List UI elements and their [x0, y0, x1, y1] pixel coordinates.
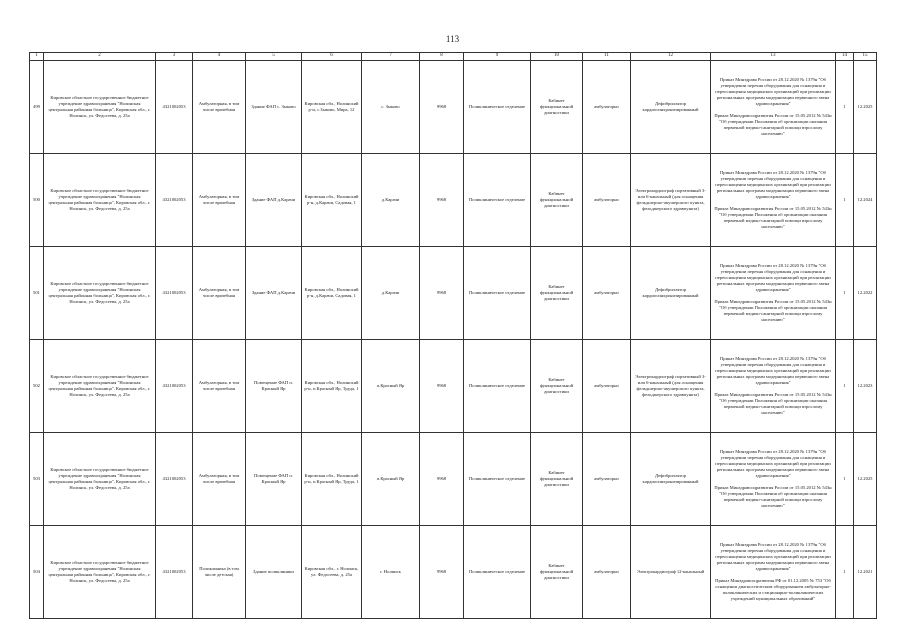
quantity-cell: 1 [836, 154, 854, 247]
column-header: 3 [156, 53, 193, 61]
quantity-cell: 1 [836, 526, 854, 619]
settlement-cell: д.Карачи [362, 247, 420, 340]
institution-cell: Кировское областное государственное бюджетное учреждение здравоохранения "Нолинская центральная районная больница", Кировская обл., г. Нолинск, ул. Федосеева, д. 25а [44, 61, 156, 154]
column-header: 4 [193, 53, 246, 61]
inn-cell: 4321002053 [156, 340, 193, 433]
column-header: 7 [362, 53, 420, 61]
building-cell: Здание поликлиники [246, 526, 302, 619]
inn-cell: 4321002053 [156, 433, 193, 526]
equipment-cell: Электрокардиограф портативный 3- или 6-канальный (для оснащения фельдшерско-акушерского пункта, фельдшерского здравпункта) [631, 340, 711, 433]
table-row [30, 154, 877, 247]
address-cell: Кировская обл., Нолинский р-н, д.Карачи, Садовая, 1 [302, 247, 362, 340]
equipment-cell: Дефибриллятор кардиосинхронизированный [631, 61, 711, 154]
address-cell: Кировская обл., Нолинский р-н, д.Карачи, Садовая, 1 [302, 154, 362, 247]
settlement-cell: г. Нолинск [362, 526, 420, 619]
column-header: 2 [44, 53, 156, 61]
quantity-cell: 1 [836, 433, 854, 526]
institution-cell: Кировское областное государственное бюджетное учреждение здравоохранения "Нолинская центральная районная больница", Кировская обл., г. Нолинск, ул. Федосеева, д. 25а [44, 247, 156, 340]
date-cell: 12.2022 [854, 247, 877, 340]
orders-cell: Приказ Минздрава России от 28.12.2020 № 1379н "Об утверждении перечня оборудования для оснащения и переоснащения медицинских организаций при реализации региональных программ модернизации первичного звена здравоохранения" Приказ Минздравсоцразвития России от 15.05.2012 № 543н "Об утверждении Положения об организации оказания первичной медико-санитарной помощи взрослому населению" [711, 154, 836, 247]
unit-cell: Поликлиническое отделение [464, 340, 531, 433]
care-type-cell: Амбулаторная, в том числе врачебная [193, 340, 246, 433]
date-cell: 12.2024 [854, 154, 877, 247]
orders-cell: Приказ Минздрава России от 28.12.2020 № 1379н "Об утверждении перечня оборудования для оснащения и переоснащения медицинских организаций при реализации региональных программ модернизации первичного звена здравоохранения" Приказ Минздравсоцразвития России от 15.05.2012 № 543н "Об утверждении Положения об организации оказания первичной медико-санитарной помощи взрослому населению" [711, 247, 836, 340]
row-number: 500 [30, 154, 44, 247]
room-cell: Кабинет функциональной диагностики [531, 247, 583, 340]
mode-cell: амбулаторно [583, 61, 631, 154]
room-cell: Кабинет функциональной диагностики [531, 433, 583, 526]
building-cell: Здание ФАП д.Карачи [246, 247, 302, 340]
column-header: 12 [631, 53, 711, 61]
population-cell: 9968 [420, 154, 464, 247]
room-cell: Кабинет функциональной диагностики [531, 61, 583, 154]
column-header: 11 [583, 53, 631, 61]
care-type-cell: Амбулаторная, в том числе врачебная [193, 61, 246, 154]
institution-cell: Кировское областное государственное бюджетное учреждение здравоохранения "Нолинская центральная районная больница", Кировская обл., г. Нолинск, ул. Федосеева, д. 25а [44, 526, 156, 619]
care-type-cell: Амбулаторная, в том числе врачебная [193, 154, 246, 247]
building-cell: Помещение ФАП п. Красный Яр [246, 433, 302, 526]
unit-cell: Поликлиническое отделение [464, 61, 531, 154]
column-header: 8 [420, 53, 464, 61]
population-cell: 9968 [420, 340, 464, 433]
building-cell: Здание ФАП д.Карачи [246, 154, 302, 247]
unit-cell: Поликлиническое отделение [464, 247, 531, 340]
room-cell: Кабинет функциональной диагностики [531, 526, 583, 619]
inn-cell: 4321002053 [156, 526, 193, 619]
row-number: 499 [30, 61, 44, 154]
settlement-cell: п.Красный Яр [362, 340, 420, 433]
inn-cell: 4321002053 [156, 154, 193, 247]
date-cell: 12.2021 [854, 526, 877, 619]
population-cell: 9968 [420, 433, 464, 526]
equipment-table [29, 52, 877, 619]
address-cell: Кировская обл., Нолинский р-н, п.Красный Яр, Труда, 1 [302, 340, 362, 433]
column-header: 15 [854, 53, 877, 61]
building-cell: Здание ФАП с. Зыково [246, 61, 302, 154]
equipment-cell: Дефибриллятор кардиосинхронизированный [631, 247, 711, 340]
table-row [30, 433, 877, 526]
institution-cell: Кировское областное государственное бюджетное учреждение здравоохранения "Нолинская центральная районная больница", Кировская обл., г. Нолинск, ул. Федосеева, д. 25а [44, 340, 156, 433]
equipment-cell: Электрокардиограф 12-канальный [631, 526, 711, 619]
page-number: 113 [445, 34, 460, 44]
equipment-cell: Электрокардиограф портативный 3- или 6-канальный (для оснащения фельдшерско-акушерского пункта, фельдшерского здравпункта) [631, 154, 711, 247]
institution-cell: Кировское областное государственное бюджетное учреждение здравоохранения "Нолинская центральная районная больница", Кировская обл., г. Нолинск, ул. Федосеева, д. 25а [44, 154, 156, 247]
column-header: 5 [246, 53, 302, 61]
building-cell: Помещение ФАП п. Красный Яр [246, 340, 302, 433]
column-header: 10 [531, 53, 583, 61]
care-type-cell: Амбулаторная, в том числе врачебная [193, 247, 246, 340]
orders-cell: Приказ Минздрава России от 28.12.2020 № 1379н "Об утверждении перечня оборудования для оснащения и переоснащения медицинских организаций при реализации региональных программ модернизации первичного звена здравоохранения" Приказ Минздравсоцразвития России от 15.05.2012 № 543н "Об утверждении Положения об организации оказания первичной медико-санитарной помощи взрослому населению" [711, 433, 836, 526]
table-row [30, 526, 877, 619]
room-cell: Кабинет функциональной диагностики [531, 340, 583, 433]
mode-cell: амбулаторно [583, 433, 631, 526]
address-cell: Кировская обл., Нолинский р-н, с.Зыково, Мира, 12 [302, 61, 362, 154]
institution-cell: Кировское областное государственное бюджетное учреждение здравоохранения "Нолинская центральная районная больница", Кировская обл., г. Нолинск, ул. Федосеева, д. 25а [44, 433, 156, 526]
population-cell: 9968 [420, 247, 464, 340]
mode-cell: амбулаторно [583, 340, 631, 433]
population-cell: 9968 [420, 526, 464, 619]
mode-cell: амбулаторно [583, 526, 631, 619]
unit-cell: Поликлиническое отделение [464, 154, 531, 247]
quantity-cell: 1 [836, 247, 854, 340]
mode-cell: амбулаторно [583, 154, 631, 247]
settlement-cell: д.Карачи [362, 154, 420, 247]
quantity-cell: 1 [836, 61, 854, 154]
row-number: 503 [30, 433, 44, 526]
settlement-cell: п.Красный Яр [362, 433, 420, 526]
table-row [30, 340, 877, 433]
equipment-cell: Дефибриллятор кардиосинхронизированный [631, 433, 711, 526]
orders-cell: Приказ Минздрава России от 28.12.2020 № 1379н "Об утверждении перечня оборудования для оснащения и переоснащения медицинских организаций при реализации региональных программ модернизации первичного звена здравоохранения" Приказ Минздравсоцразвития России от 15.05.2012 № 543н "Об утверждении Положения об организации оказания первичной медико-санитарной помощи взрослому населению" [711, 61, 836, 154]
date-cell: 12.2023 [854, 340, 877, 433]
care-type-cell: Поликлиника (в том числе детская) [193, 526, 246, 619]
column-header: 14 [836, 53, 854, 61]
care-type-cell: Амбулаторная, в том числе врачебная [193, 433, 246, 526]
column-header: 1 [30, 53, 44, 61]
population-cell: 9968 [420, 61, 464, 154]
quantity-cell: 1 [836, 340, 854, 433]
column-header: 9 [464, 53, 531, 61]
table-row [30, 61, 877, 154]
date-cell: 12.2025 [854, 433, 877, 526]
orders-cell: Приказ Минздрава России от 28.12.2020 № 1379н "Об утверждении перечня оборудования для оснащения и переоснащения медицинских организаций при реализации региональных программ модернизации первичного звена здравоохранения" Приказ Минздравсоцразвития РФ от 01.12.2005 № 753 "Об оснащении диагностическим оборудованием амбулаторно-поликлинических и стационарно-поликлинических учреждений муниципальных образований" [711, 526, 836, 619]
row-number: 502 [30, 340, 44, 433]
row-number: 501 [30, 247, 44, 340]
inn-cell: 4321002053 [156, 247, 193, 340]
column-header: 6 [302, 53, 362, 61]
date-cell: 12.2025 [854, 61, 877, 154]
row-number: 504 [30, 526, 44, 619]
unit-cell: Поликлиническое отделение [464, 433, 531, 526]
inn-cell: 4321002053 [156, 61, 193, 154]
room-cell: Кабинет функциональной диагностики [531, 154, 583, 247]
unit-cell: Поликлиническое отделение [464, 526, 531, 619]
header-row [30, 53, 877, 61]
column-header: 13 [711, 53, 836, 61]
mode-cell: амбулаторно [583, 247, 631, 340]
settlement-cell: с. Зыково [362, 61, 420, 154]
address-cell: Кировская обл., г. Нолинск, ул. Федосеева, д. 25а [302, 526, 362, 619]
orders-cell: Приказ Минздрава России от 28.12.2020 № 1379н "Об утверждении перечня оборудования для оснащения и переоснащения медицинских организаций при реализации региональных программ модернизации первичного звена здравоохранения" Приказ Минздравсоцразвития России от 15.05.2012 № 543н "Об утверждении Положения об организации оказания первичной медико-санитарной помощи взрослому населению" [711, 340, 836, 433]
address-cell: Кировская обл., Нолинский р-н, п.Красный Яр, Труда, 1 [302, 433, 362, 526]
table-row [30, 247, 877, 340]
